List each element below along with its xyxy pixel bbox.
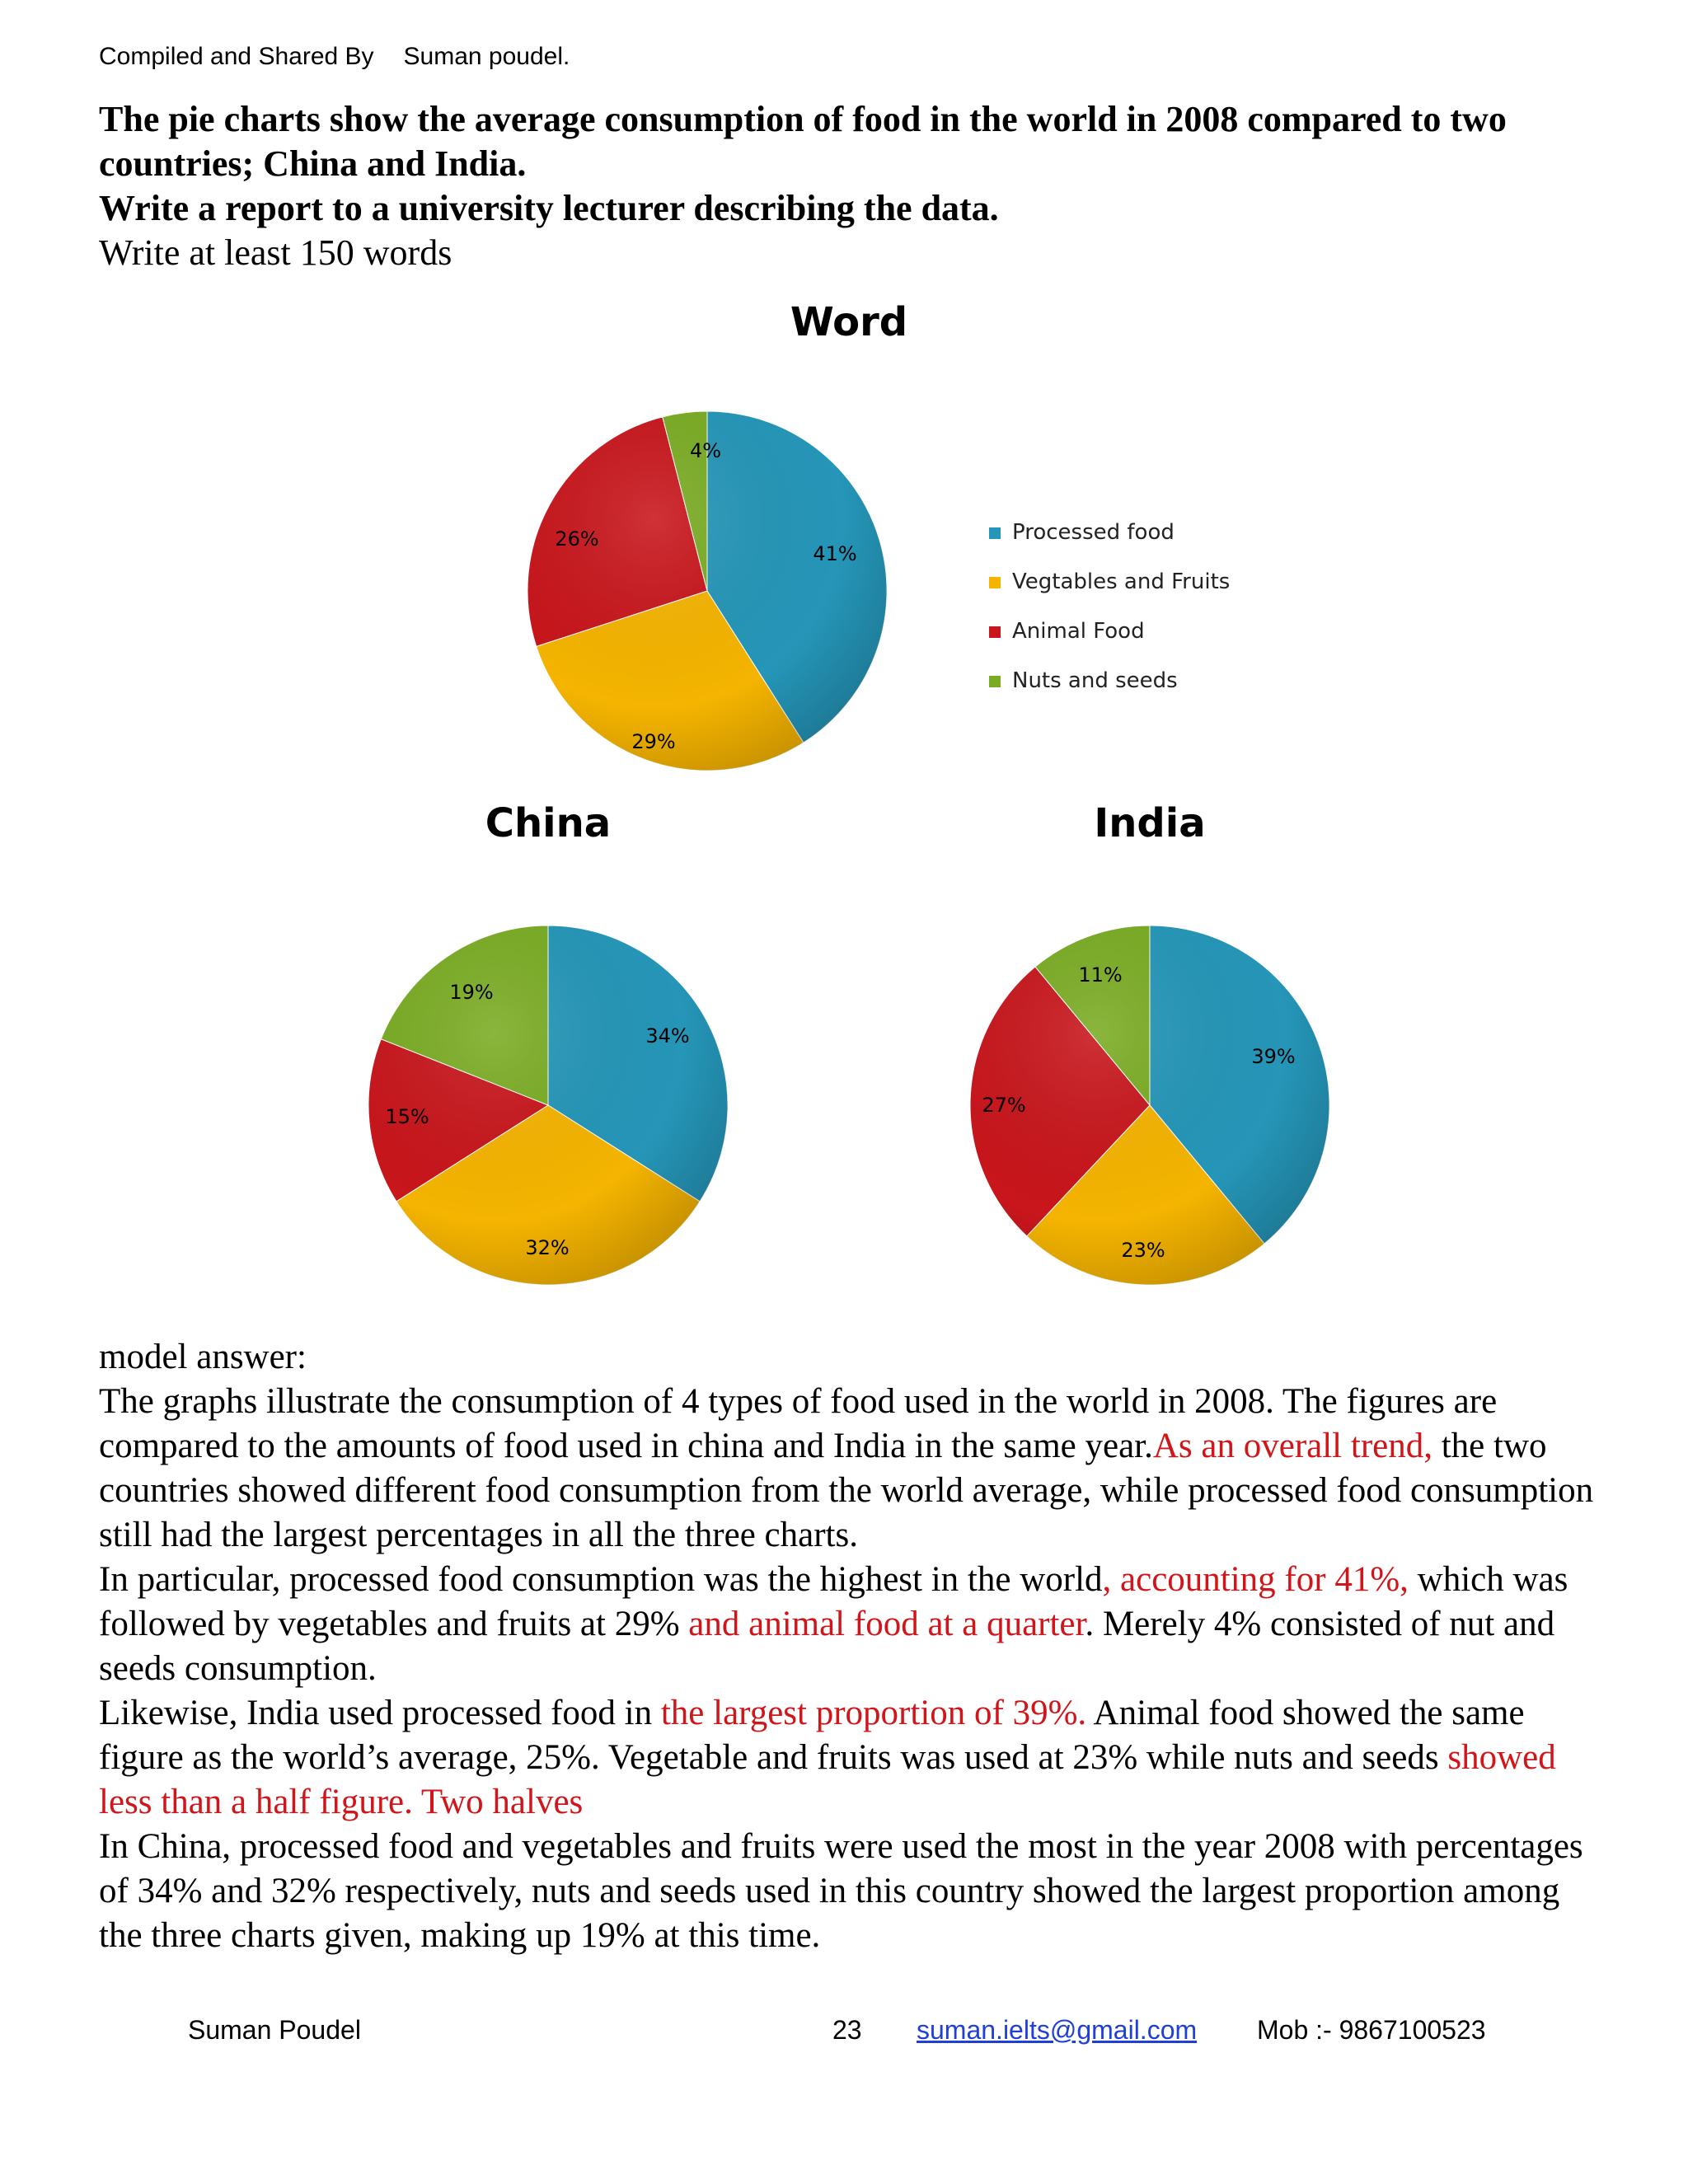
essay-highlight: the largest proportion of 39%. [660,1694,1087,1732]
essay-text: Likewise, India used processed food in [99,1694,661,1732]
essay-text: In particular, processed food consumption was the highest in the world [99,1560,1103,1599]
pie-chart-india [970,800,1329,1285]
author-name: Suman poudel. [403,43,570,70]
essay-text: The graphs illustrate the consumption of 4 types of food used in the world in 2008. The figures are compared to the amounts of food used in china and India in the same year. [99,1382,1498,1465]
chart-title-china: China [485,800,612,846]
pie-label-india-nuts: 11% [1078,963,1123,987]
chart-title-word: Word [790,299,908,345]
essay-text: . Merely 4% consisted of nut and seeds consumption. [99,1605,1555,1688]
essay-paragraph-3 [99,1691,1599,1825]
legend-swatch-nuts [989,676,1001,687]
chart-legend [989,520,1230,693]
essay-text: Animal food showed the same figure as the world’s average, 25%. Vegetable and fruits was used at 23% while nuts and seeds [99,1694,1525,1777]
essay-highlight: and animal food at a quarter [688,1605,1085,1643]
pie-label-china-nuts: 19% [449,981,494,1004]
legend-swatch-animal [989,626,1001,638]
legend-swatch-processed [989,527,1001,539]
essay-paragraph-1 [99,1380,1599,1558]
essay-highlight: showed less than a half figure. Two halves [99,1738,1556,1821]
pie-label-china-animal: 15% [385,1105,429,1128]
compiled-by-label: Compiled and Shared By [99,43,374,70]
prompt-line-2: Write a report to a university lecturer describing the data. [99,188,999,228]
essay-text: which was followed by vegetables and fruits at 29% [99,1560,1568,1643]
pie-shading-word [528,411,887,771]
pie-label-india-processed: 39% [1251,1045,1296,1068]
essay-paragraph-4: In China, processed food and vegetables and fruits were used the most in the year 2008 with percentages of 34% and 32% respectively, nuts and seeds used in this country showed the largest proportion among the three charts given, making up 19% at this time. [99,1827,1583,1955]
prompt-line-1: The pie charts show the average consumption of food in the world in 2008 compared to two countries; China and India. [99,99,1507,184]
prompt-line-3: Write at least 150 words [99,232,452,273]
legend-swatch-veg [989,577,1001,588]
pie-label-china-processed: 34% [645,1024,690,1047]
essay-text: the two countries showed different food consumption from the world average, while processed food consumption still had the largest percentages in all the three charts. [99,1427,1594,1554]
task-prompt [99,97,1599,275]
pie-word-slices [528,411,887,771]
model-answer [99,1335,1599,1958]
footer-email-link[interactable]: suman.ielts@gmail.com [917,2015,1198,2045]
pie-label-india-veg: 23% [1121,1239,1165,1262]
pie-chart-china [368,800,728,1285]
essay-highlight: , accounting for 41%, [1102,1560,1409,1599]
pie-label-word-veg: 29% [631,730,676,753]
legend-label-veg: Vegtables and Fruits [1012,569,1231,594]
pie-charts-figure [0,288,1688,1302]
legend-label-processed: Processed food [1012,520,1175,545]
page-number: 23 [832,2015,862,2045]
essay-heading: model answer: [99,1338,307,1376]
legend-label-animal: Animal Food [1012,619,1145,644]
page-footer [0,2015,1688,2048]
pie-label-india-animal: 27% [982,1094,1026,1117]
chart-title-india: India [1094,800,1206,846]
essay-paragraph-2 [99,1558,1599,1691]
pie-label-china-veg: 32% [525,1236,570,1259]
page-header [99,43,599,71]
pie-label-word-animal: 26% [555,527,599,551]
pie-label-word-nuts: 4% [689,439,722,462]
footer-mobile: Mob :- 9867100523 [1257,2015,1486,2045]
essay-highlight: As an overall trend, [1152,1427,1432,1465]
pie-chart-word [528,299,1230,771]
footer-author: Suman Poudel [188,2015,361,2045]
legend-label-nuts: Nuts and seeds [1012,668,1178,693]
pie-label-word-processed: 41% [813,542,857,565]
